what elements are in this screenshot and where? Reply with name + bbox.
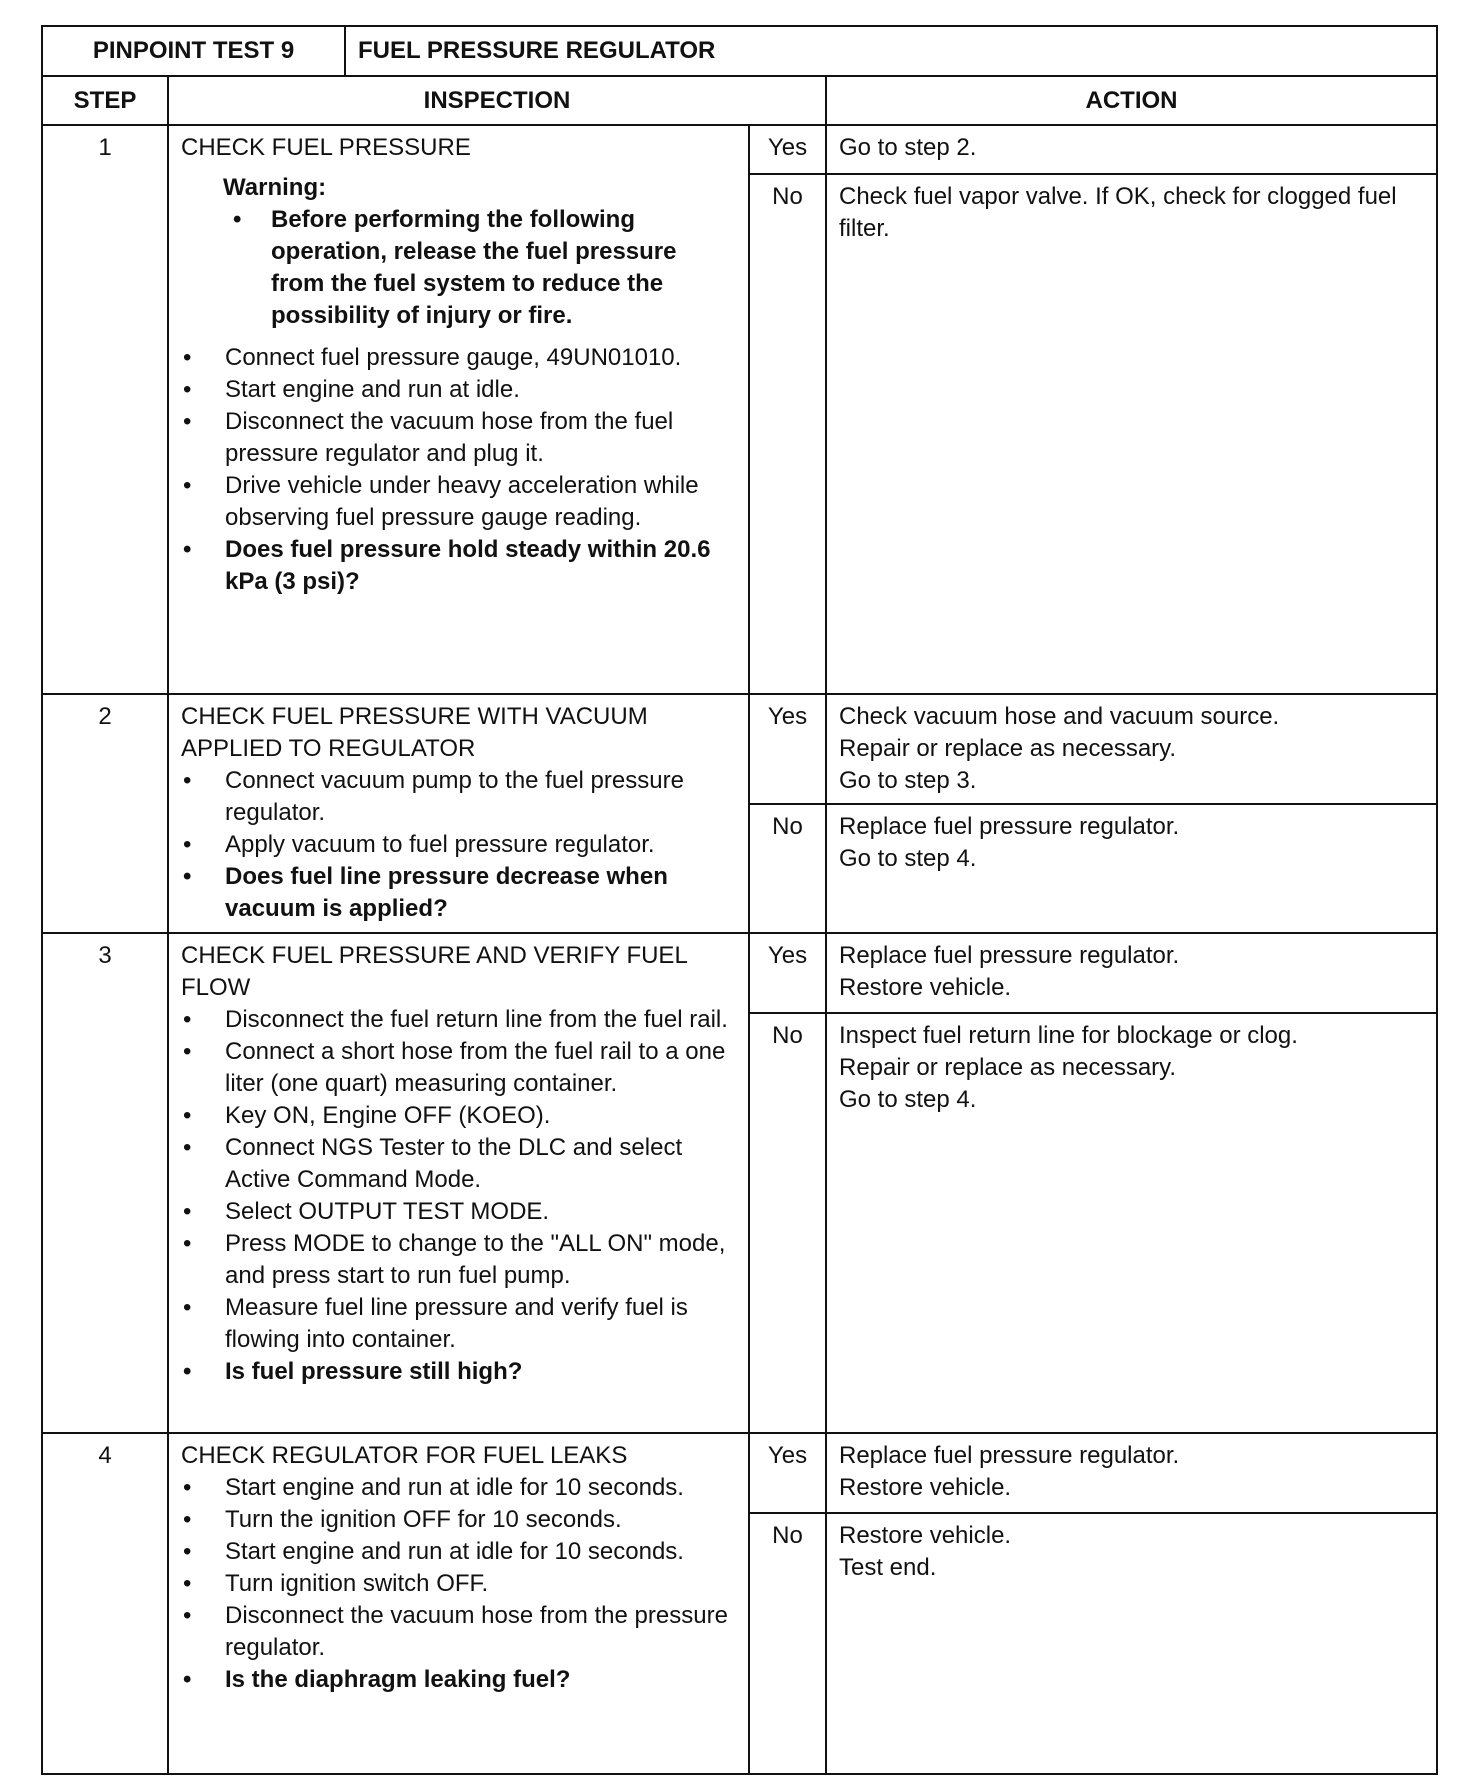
no-label: No [772,183,803,210]
inspection-item: • Connect NGS Tester to the DLC and select Active Command Mode. [181,1132,736,1196]
no-action-cell [825,173,1438,695]
no-action-cell [825,1012,1438,1434]
inspection-cell [167,932,750,1434]
inspection-item: • Connect a short hose from the fuel rail to a one liter (one quart) measuring container. [181,1036,736,1100]
inspection-question: • Does fuel line pressure decrease when vacuum is applied? [181,861,736,925]
no-action: Inspect fuel return line for blockage or clog. Repair or replace as necessary. Go to step 4. [839,1022,1298,1113]
inspection-item: • Turn ignition switch OFF. [181,1568,736,1600]
inspection-cell [167,693,750,934]
no-action-cell [825,803,1438,934]
step-number-cell [41,124,169,695]
inspection-item: • Key ON, Engine OFF (KOEO). [181,1100,736,1132]
yes-label-cell [748,1432,827,1514]
step-number: 2 [98,703,112,730]
yes-label: Yes [767,942,808,969]
no-label-cell [748,173,827,695]
inspection-item: • Disconnect the fuel return line from the fuel rail. [181,1004,736,1036]
inspection-title: CHECK FUEL PRESSURE AND VERIFY FUEL FLOW [181,942,687,1001]
test-number: PINPOINT TEST 9 [92,37,295,64]
inspection-item: • Start engine and run at idle. [181,374,736,406]
inspection-list [181,1004,736,1388]
step-number: 1 [98,134,112,161]
yes-action-cell [825,693,1438,805]
column-header-action [825,75,1438,126]
inspection-list [181,765,736,925]
inspection-item: • Drive vehicle under heavy acceleration while observing fuel pressure gauge reading. [181,470,736,534]
yes-action: Check vacuum hose and vacuum source. Repair or replace as necessary. Go to step 3. [839,703,1280,794]
yes-label-cell [748,932,827,1014]
warning-item: • Before performing the following operation, release the fuel pressure from the fuel system to reduce the possibility of injury or fire. [223,204,736,332]
no-label-cell [748,803,827,934]
inspection-question: • Does fuel pressure hold steady within 20.6 kPa (3 psi)? [181,534,736,598]
inspection-item: • Start engine and run at idle for 10 seconds. [181,1536,736,1568]
no-label: No [772,1522,803,1549]
inspection-title: CHECK FUEL PRESSURE WITH VACUUM APPLIED TO REGULATOR [181,703,648,762]
step-number-cell [41,693,169,934]
test-title: FUEL PRESSURE REGULATOR [358,37,716,64]
inspection-cell [167,124,750,695]
inspection-cell [167,1432,750,1775]
test-number-cell [41,25,346,77]
no-action: Restore vehicle. Test end. [839,1522,1012,1581]
inspection-question: • Is the diaphragm leaking fuel? [181,1664,736,1696]
yes-action-cell [825,1432,1438,1514]
yes-label: Yes [767,1442,808,1469]
step-header-label: STEP [73,86,137,114]
column-header-step [41,75,169,126]
step-number: 4 [98,1442,112,1469]
column-header-inspection [167,75,827,126]
inspection-title: CHECK REGULATOR FOR FUEL LEAKS [181,1442,628,1469]
inspection-item: • Disconnect the vacuum hose from the pressure regulator. [181,1600,736,1664]
inspection-item: • Start engine and run at idle for 10 seconds. [181,1472,736,1504]
yes-label-cell [748,693,827,805]
inspection-item: • Connect fuel pressure gauge, 49UN01010. [181,342,736,374]
no-label-cell [748,1512,827,1775]
inspection-title: CHECK FUEL PRESSURE [181,134,471,161]
no-action: Replace fuel pressure regulator. Go to step 4. [839,813,1180,872]
inspection-item: • Apply vacuum to fuel pressure regulator. [181,829,736,861]
step-number-cell [41,1432,169,1775]
inspection-header-label: INSPECTION [423,86,571,114]
yes-action-cell [825,124,1438,175]
step-number: 3 [98,942,112,969]
inspection-list [181,342,736,598]
inspection-item: • Connect vacuum pump to the fuel pressure regulator. [181,765,736,829]
inspection-item: • Select OUTPUT TEST MODE. [181,1196,736,1228]
inspection-item: • Turn the ignition OFF for 10 seconds. [181,1504,736,1536]
inspection-list [181,1472,736,1696]
yes-label: Yes [767,134,808,161]
test-title-cell [344,25,1438,77]
no-action: Check fuel vapor valve. If OK, check for clogged fuel filter. [839,183,1397,242]
yes-action: Replace fuel pressure regulator. Restore vehicle. [839,1442,1180,1501]
inspection-item: • Disconnect the vacuum hose from the fuel pressure regulator and plug it. [181,406,736,470]
no-label: No [772,1022,803,1049]
warning-block [223,172,736,332]
inspection-item: • Press MODE to change to the "ALL ON" mode, and press start to run fuel pump. [181,1228,736,1292]
inspection-item: • Measure fuel line pressure and verify fuel is flowing into container. [181,1292,736,1356]
yes-label: Yes [767,703,808,730]
yes-action: Go to step 2. [839,134,977,161]
step-number-cell [41,932,169,1434]
yes-action-cell [825,932,1438,1014]
warning-label: Warning: [223,174,327,201]
inspection-question: • Is fuel pressure still high? [181,1356,736,1388]
no-action-cell [825,1512,1438,1775]
no-label: No [772,813,803,840]
no-label-cell [748,1012,827,1434]
yes-action: Replace fuel pressure regulator. Restore vehicle. [839,942,1180,1001]
action-header-label: ACTION [1085,86,1178,114]
yes-label-cell [748,124,827,175]
